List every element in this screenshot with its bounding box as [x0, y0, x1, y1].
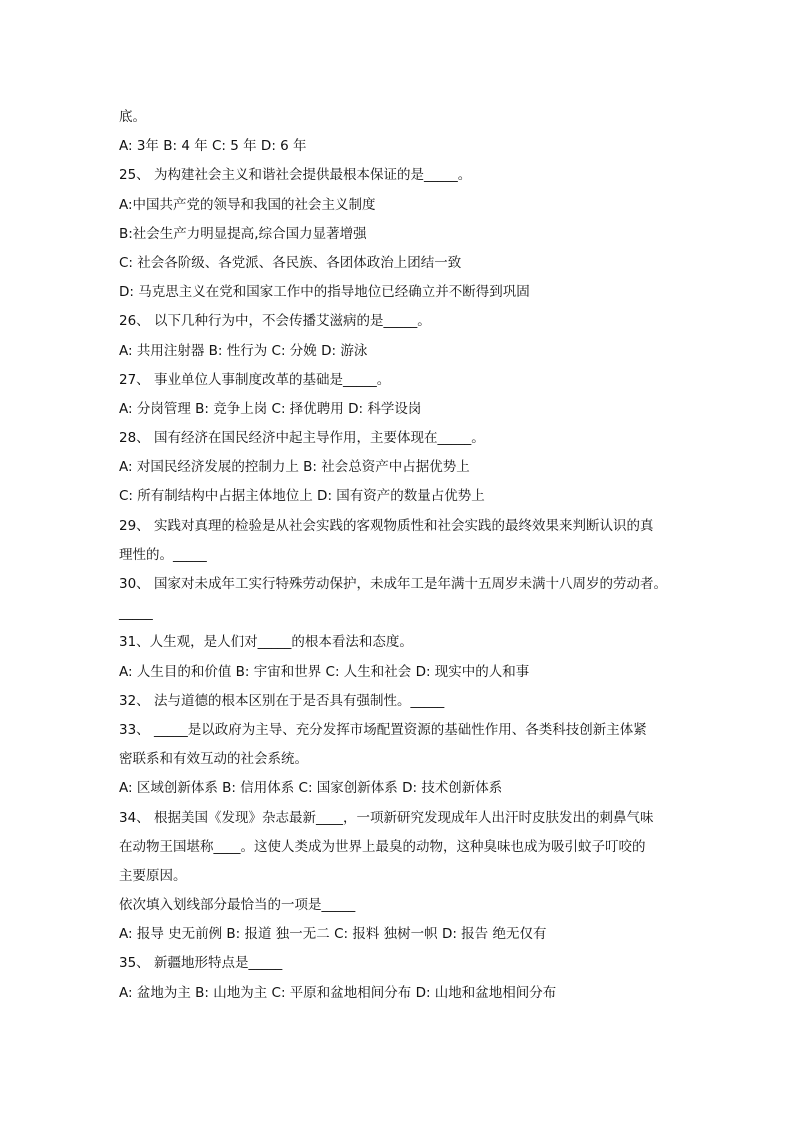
question-30: 30、 国家对未成年工实行特殊劳动保护，未成年工是年满十五周岁未满十八周岁的劳动者。 — [119, 576, 667, 592]
question-34: 34、 根据美国《发现》杂志最新____，一项新研究发现成年人出汗时皮肤发出的刺鼻气味 — [119, 809, 654, 826]
answer-option: A:中国共产党的领导和我国的社会主义制度 — [119, 196, 376, 213]
answer-option: B:社会生产力明显提高,综合国力显著增强 — [119, 225, 367, 242]
answer-options: A: 对国民经济发展的控制力上 B: 社会总资产中占据优势上 — [119, 459, 470, 476]
question-29: 29、 实践对真理的检验是从社会实践的客观物质性和社会实践的最终效果来判断认识的真 — [119, 517, 654, 534]
question-34-continued: 主要原因。 — [119, 867, 187, 884]
answer-option: D: 马克思主义在党和国家工作中的指导地位已经确立并不断得到巩固 — [119, 284, 530, 301]
question-33-continued: 密联系和有效互动的社会系统。 — [119, 751, 308, 768]
answer-options: A: 分岗管理 B: 竞争上岗 C: 择优聘用 D: 科学设岗 — [119, 400, 422, 417]
answer-options: A: 3年 B: 4 年 C: 5 年 D: 6 年 — [119, 138, 307, 155]
question-30-blank: _____ — [119, 605, 153, 622]
question-35: 35、 新疆地形特点是_____ — [119, 955, 283, 972]
question-25: 25、 为构建社会主义和谐社会提供最根本保证的是_____。 — [119, 167, 472, 184]
answer-option: C: 社会各阶级、各党派、各民族、各团体政治上团结一致 — [119, 254, 462, 271]
answer-options: A: 盆地为主 B: 山地为主 C: 平原和盆地相间分布 D: 山地和盆地相间分布 — [119, 984, 557, 1001]
answer-options: A: 区域创新体系 B: 信用体系 C: 国家创新体系 D: 技术创新体系 — [119, 780, 503, 797]
question-29-continued: 理性的。_____ — [119, 546, 207, 563]
answer-options: A: 共用注射器 B: 性行为 C: 分娩 D: 游泳 — [119, 342, 368, 359]
answer-options: A: 报导 史无前例 B: 报道 独一无二 C: 报料 独树一帜 D: 报告 绝无仅有 — [119, 926, 547, 943]
question-34-continued: 在动物王国堪称____。这使人类成为世界上最臭的动物，这种臭味也成为吸引蚊子叮咬的 — [119, 838, 646, 855]
question-28: 28、 国有经济在国民经济中起主导作用，主要体现在_____。 — [119, 430, 485, 447]
question-33: 33、 _____是以政府为主导、充分发挥市场配置资源的基础性作用、各类科技创新主体紧 — [119, 721, 647, 738]
text-line: 底。 — [119, 109, 146, 125]
question-34-instruction: 依次填入划线部分最恰当的一项是_____ — [119, 897, 356, 914]
question-27: 27、 事业单位人事制度改革的基础是_____。 — [119, 371, 391, 388]
question-31: 31、人生观，是人们对_____的根本看法和态度。 — [119, 634, 413, 651]
question-32: 32、 法与道德的根本区别在于是否具有强制性。_____ — [119, 692, 445, 709]
answer-options: A: 人生目的和价值 B: 宇宙和世界 C: 人生和社会 D: 现实中的人和事 — [119, 663, 530, 680]
answer-options: C: 所有制结构中占据主体地位上 D: 国有资产的数量占优势上 — [119, 488, 485, 505]
document-body — [119, 103, 679, 1008]
question-26: 26、 以下几种行为中，不会传播艾滋病的是_____。 — [119, 313, 431, 330]
